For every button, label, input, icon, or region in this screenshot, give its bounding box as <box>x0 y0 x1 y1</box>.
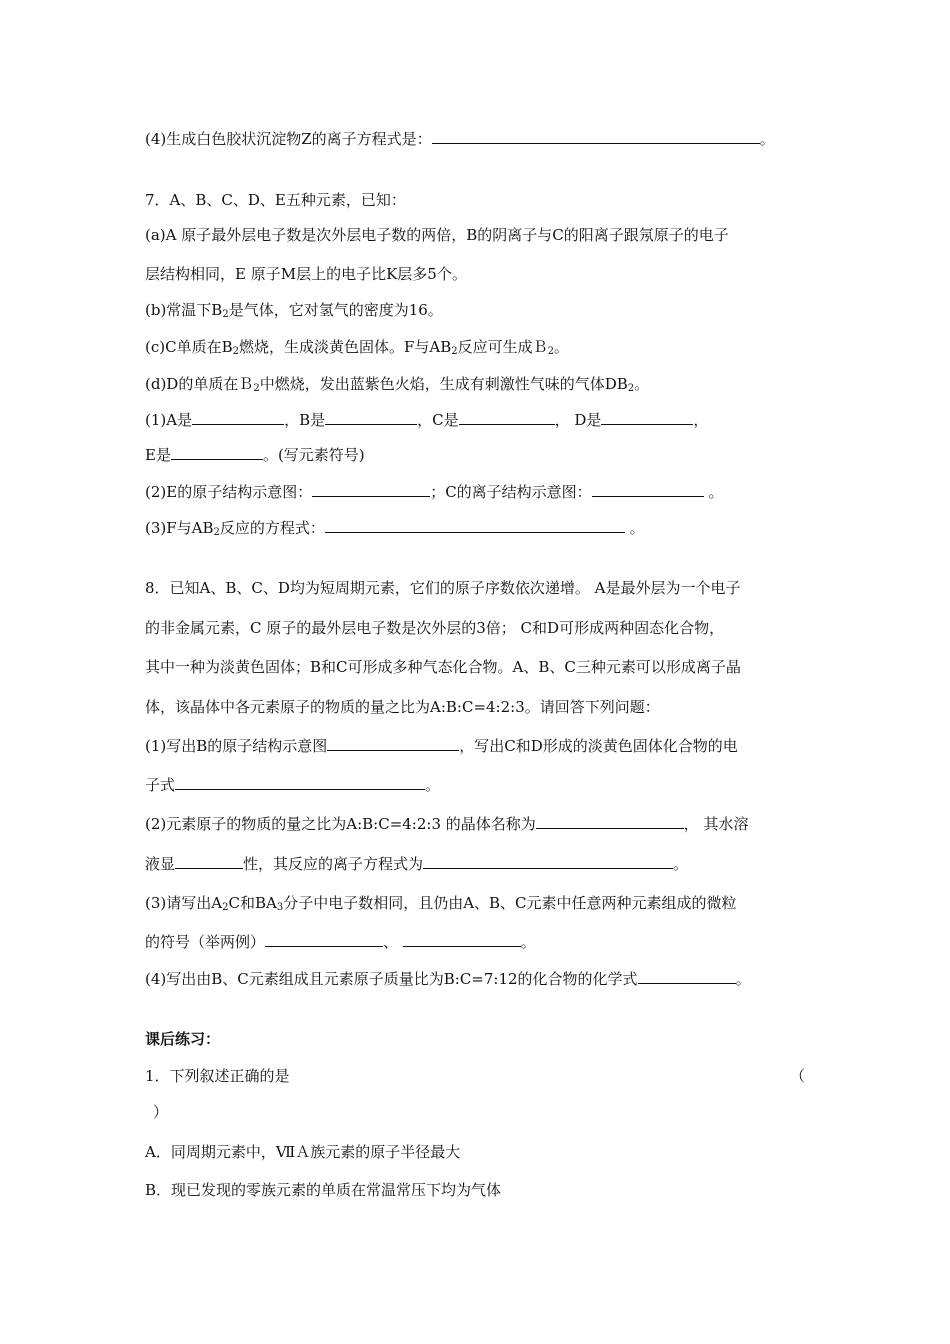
answer-blank[interactable] <box>432 129 760 144</box>
q8-stem-line1: 8．已知A、B、C、D均为短周期元素，它们的原子序数依次递增。 A是最外层为一个电子 <box>145 579 741 597</box>
q7-question-3: (3)F与$AB_2$反应的方程式： 。 <box>145 519 645 538</box>
q7-question-1-cont: E是 。(写元素符号) <box>145 446 365 464</box>
q8-question-2-cont: 液显 性，其反应的离子方程式为 。 <box>145 855 689 873</box>
answer-blank[interactable] <box>175 854 243 869</box>
answer-blank[interactable] <box>536 814 684 829</box>
answer-blank[interactable] <box>423 854 673 869</box>
q8-stem-line3: 其中一种为淡黄色固体；B和C可形成多种气态化合物。A、B、C三种元素可以形成离子晶 <box>145 658 741 676</box>
q7-condition-c: (c)C单质在$B_2$燃烧，生成淡黄色固体。F与$AB_2$反应可生成Ｂ$_2$。 <box>145 338 570 357</box>
paren-close[interactable]: ） <box>153 1103 169 1121</box>
answer-blank-d[interactable] <box>601 410 693 425</box>
q7-question-2: (2)E的原子结构示意图： ；C的离子结构示意图： 。 <box>145 483 724 501</box>
paren-open: （ <box>790 1067 806 1085</box>
option-b: B．现已发现的零族元素的单质在常温常压下均为气体 <box>145 1181 502 1199</box>
q7-condition-b: (b)常温下$B_2$是气体，它对氢气的密度为16。 <box>145 301 443 320</box>
answer-blank[interactable] <box>403 932 521 947</box>
q6-part4-text: (4)生成白色胶状沉淀物Z的离子方程式是： <box>145 130 432 148</box>
q8-question-3-cont: 的符号（举两例） 、 。 <box>145 933 536 951</box>
section-heading: 课后练习： <box>145 1030 221 1048</box>
q8-question-1-cont: 子式 。 <box>145 776 441 794</box>
answer-blank-b[interactable] <box>325 410 417 425</box>
answer-blank-a[interactable] <box>192 410 284 425</box>
answer-blank[interactable] <box>325 518 625 533</box>
answer-blank[interactable] <box>312 482 430 497</box>
q8-question-1: (1)写出B的原子结构示意图 ，写出C和D形成的淡黄色固体化合物的电 <box>145 737 738 755</box>
answer-blank[interactable] <box>265 932 383 947</box>
option-a: A．同周期元素中，ⅦＡ族元素的原子半径最大 <box>145 1143 461 1161</box>
q7-condition-a: (a)A 原子最外层电子数是次外层电子数的两倍，B的阴离子与C的阳离子跟氖原子的电子 <box>145 226 729 244</box>
q8-question-4: (4)写出由B、C元素组成且元素原子质量比为B:C=7:12的化合物的化学式 。 <box>145 970 751 988</box>
q8-question-2: (2)元素原子的物质的量之比为A:B:C=4:2:3 的晶体名称为 ， 其水溶 <box>145 815 749 833</box>
q6-part4: (4)生成白色胶状沉淀物Z的离子方程式是： 。 <box>145 130 775 148</box>
answer-blank-e[interactable] <box>171 445 263 460</box>
q7-condition-a-cont: 层结构相同，E 原子M层上的电子比K层多5个。 <box>145 265 467 283</box>
q8-stem-line2: 的非金属元素，C 原子的最外层电子数是次外层的3倍； C和D可形成两种固态化合物， <box>145 619 725 637</box>
answer-blank[interactable] <box>592 482 704 497</box>
exercise-1-stem: 1．下列叙述正确的是 <box>145 1067 290 1085</box>
answer-blank[interactable] <box>175 775 425 790</box>
q8-stem-line4: 体，该晶体中各元素原子的物质的量之比为A:B:C=4:2:3。请回答下列问题： <box>145 698 660 716</box>
answer-blank[interactable] <box>327 736 459 751</box>
answer-blank[interactable] <box>638 969 736 984</box>
q7-question-1: (1)A是 ，B是 ，C是 ， D是 ， <box>145 411 709 429</box>
q7-title: 7．A、B、C、D、E五种元素，已知： <box>145 191 406 209</box>
answer-blank-c[interactable] <box>459 410 555 425</box>
q8-question-3: (3)请写出$A_2C$和$BA_3$分子中电子数相同，且仍由A、B、C元素中任意两种元素组成的微粒 <box>145 894 737 913</box>
q7-condition-d: (d)D的单质在Ｂ$_2$中燃烧，发出蓝紫色火焰，生成有刺激性气味的气体$DB_2$。 <box>145 375 650 394</box>
